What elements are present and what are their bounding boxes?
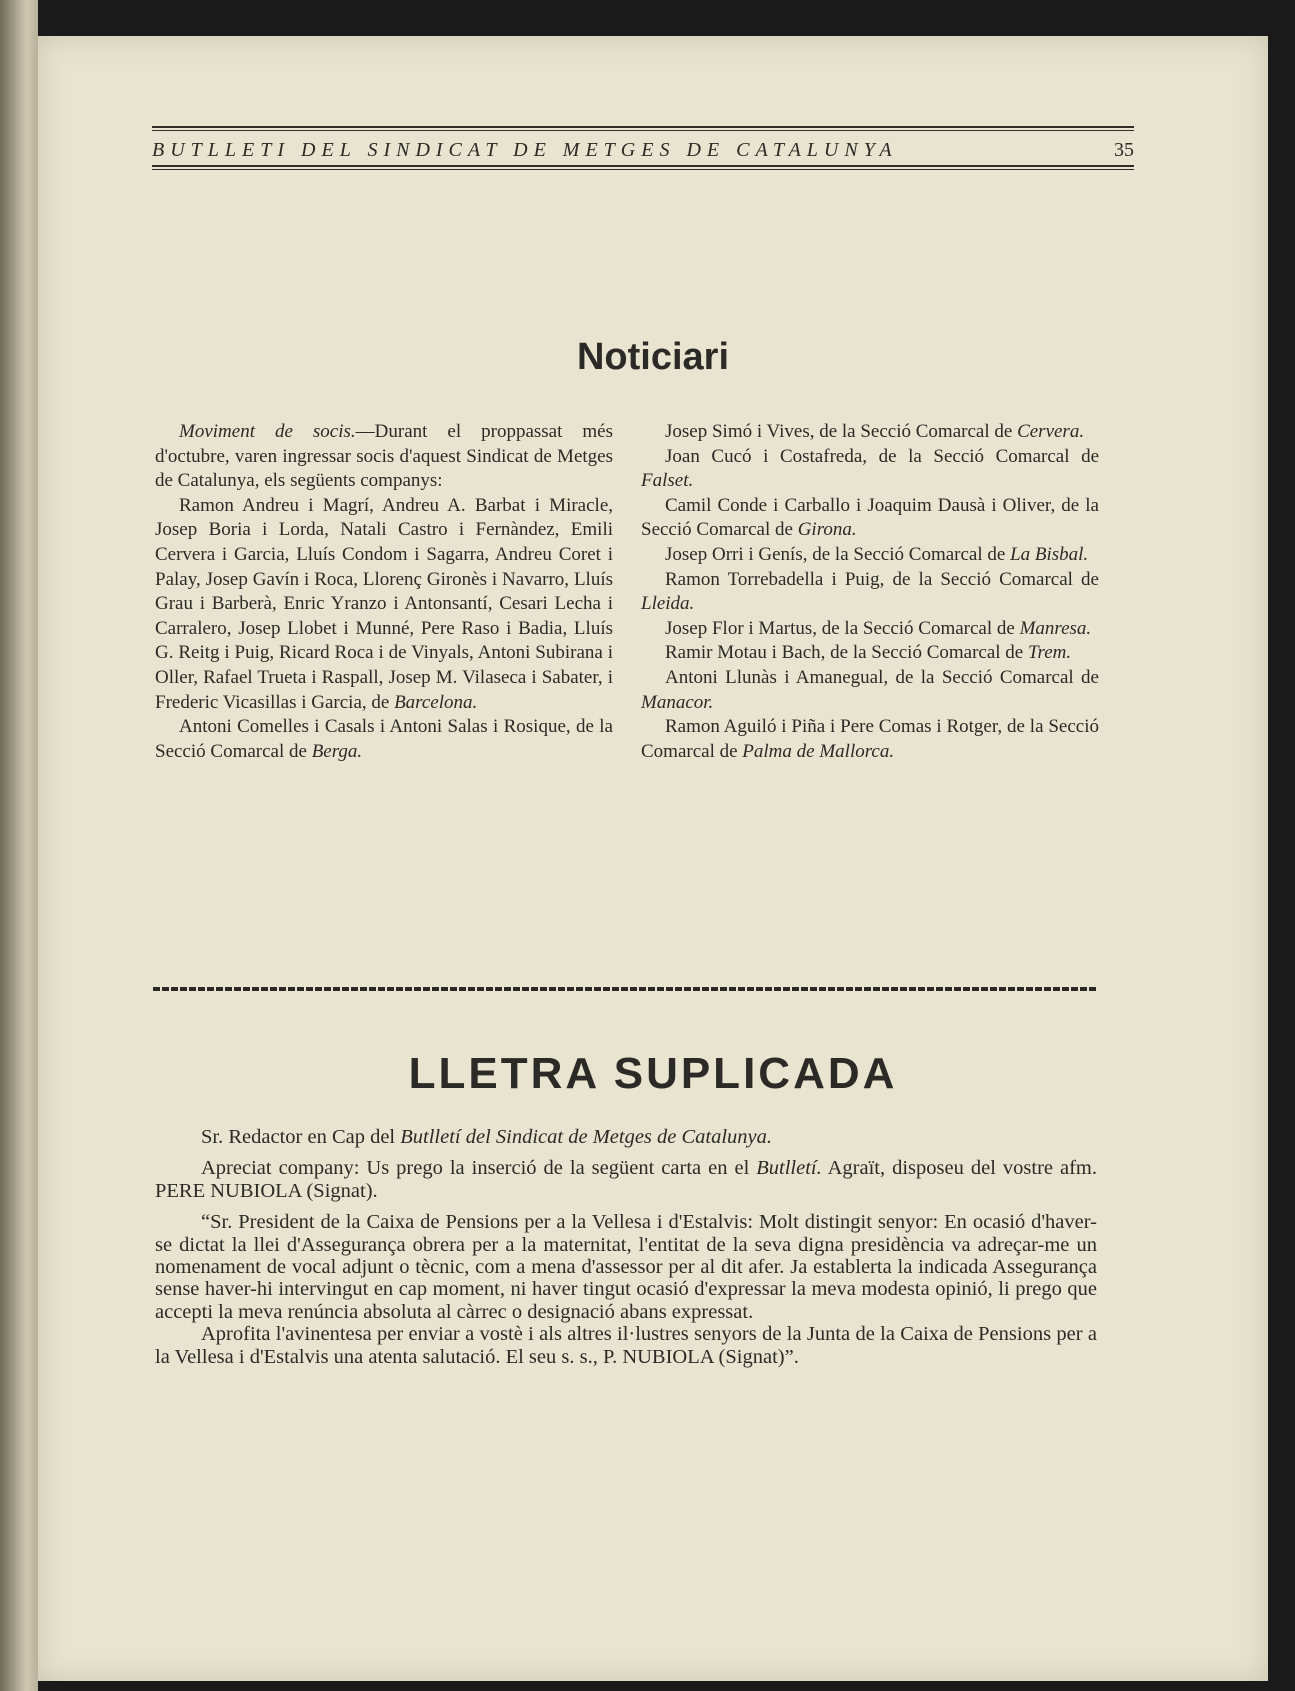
letter-paragraph-1 [155,1157,1097,1202]
section-divider [153,987,1097,991]
member-entry [641,543,1099,568]
intro-paragraph [155,420,613,494]
salutation-text: Sr. Redactor en Cap del [201,1126,401,1148]
member-text: Ramon Torrebadella i Puig, de la Secció Comarcal de [665,568,1099,590]
member-entry [641,666,1099,715]
journal-title: BUTLLETI DEL SINDICAT DE METGES DE CATALUNYA [152,139,898,161]
letter-paragraph-3: Aprofita l'avinentesa per enviar a vostè i als altres il·lustres senyors de la Junta de la Caixa de Pensions per a la Vellesa i d'Estalvis una atenta salutació. El seu s. s., P. NUBIOLA (Signat)”. [155,1323,1097,1368]
member-text: Joan Cucó i Costafreda, de la Secció Comarcal de [665,445,1099,467]
member-entry [641,641,1099,666]
member-entry [641,715,1099,764]
section-title-noticiari: Noticiari [576,336,730,378]
member-place: Manresa. [1019,617,1092,639]
barcelona-paragraph [155,494,613,715]
member-place: Falset. [641,470,694,492]
member-text: Josep Orri i Genís, de la Secció Comarcal de [665,543,1011,565]
p1-rest: Agraït, disposeu del vostre afm. PERE NUBIOLA (Signat). [155,1157,1097,1202]
berga-paragraph [155,715,613,764]
member-text: Ramir Motau i Bach, de la Secció Comarcal de [665,642,1028,664]
barcelona-list: Ramon Andreu i Magrí, Andreu A. Barbat i Miracle, Josep Boria i Lorda, Natali Castro i Fernàndez, Emili Cervera i Garcia, Lluís Condom i Sagarra, Andreu Coret i Palay, Josep Gavín i Roca, Llorenç Gironès i Navarro, Lluís Grau i Barberà, Enric Yranzo i Antonsantí, Cesari Lecha i Carralero, Josep Llobet i Munné, Pere Raso i Badia, Lluís G. Reitg i Puig, Ricard Roca i de Vinyals, Antoni Subirana i Oller, Rafael Trueta i Raspall, Josep M. Vilaseca i Sabater, i Frederic Vicasillas i Garcia, de [155,494,613,713]
member-place: Palma de Mallorca. [742,740,895,762]
member-entry [641,445,1099,494]
member-text: Antoni Llunàs i Amanegual, de la Secció Comarcal de [665,666,1099,688]
member-text: Camil Conde i Carballo i Joaquim Dausà i Oliver, de la Secció Comarcal de [641,494,1099,541]
member-text: Josep Simó i Vives, de la Secció Comarcal de [665,421,1018,442]
document-page [38,36,1268,1681]
barcelona-place: Barcelona. [394,691,478,713]
noticiari-right-column [641,420,1099,764]
member-text: Josep Flor i Martus, de la Secció Comarcal de [665,617,1020,639]
letter-salutation [155,1126,1097,1148]
intro-text: —Durant el proppassat més d'octubre, varen ingressar socis d'aquest Sindicat de Metges de Catalunya, els següents companys: [155,421,613,492]
intro-label: Moviment de socis. [179,421,356,442]
header-rule-bottom-thin [152,169,1134,170]
member-place: Trem. [1028,642,1072,664]
berga-text: Antoni Comelles i Casals i Antoni Salas i Rosique, de la Secció Comarcal de [155,716,613,762]
p1-text: Apreciat company: Us prego la inserció de la següent carta en el [201,1157,757,1180]
salutation-journal: Butlletí del Sindicat de Metges de Catalunya. [400,1126,773,1148]
member-entry [641,617,1099,642]
section-title-lletra: LLETRA SUPLICADA [408,1049,898,1098]
berga-place: Berga. [311,740,363,762]
member-place: Manacor. [641,691,714,713]
noticiari-left-column [155,420,613,764]
header-rule-bottom [152,165,1134,167]
running-header [152,126,1134,170]
member-text: Ramon Aguiló i Piña i Pere Comas i Rotger, de la Secció Comarcal de [641,716,1099,762]
letter-body [155,1126,1097,1368]
book-spine [0,0,38,1691]
header-rule-top [152,126,1134,128]
letter-paragraph-2: “Sr. President de la Caixa de Pensions per a la Vellesa i d'Estalvis: Molt distingit senyor: En ocasió d'haver-se dictat la llei d'Assegurança obrera per a la maternitat, l'entitat de la seva digna presidència va adreçar-me un nomenament de vocal adjunt o tècnic, com a mena d'assessor per al dit afer. Ja establerta la indicada Assegurança sense haver-hi intervingut en cap moment, ni haver tingut ocasió d'expressar la meva modesta opinió, li prego que accepti la meva renúncia absoluta al càrrec o designació abans expressat. [155,1211,1097,1323]
member-entry [641,568,1099,617]
member-place: Girona. [797,519,857,541]
member-place: La Bisbal. [1010,543,1089,565]
member-place: Lleida. [641,593,695,615]
member-entry [641,420,1099,445]
member-entry [641,494,1099,543]
p1-journal: Butlletí. [756,1157,822,1180]
page-number: 35 [1114,139,1134,161]
member-place: Cervera. [1017,421,1085,442]
